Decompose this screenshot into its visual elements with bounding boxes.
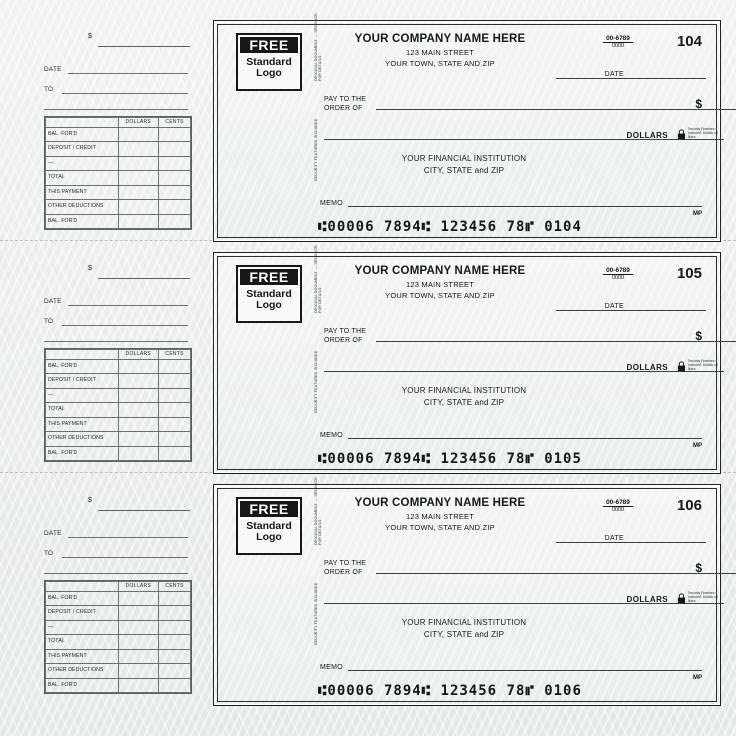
company-name: YOUR COMPANY NAME HERE [354,497,526,509]
bank-city-state-zip: CITY, STATE and ZIP [423,398,505,407]
bank-name: YOUR FINANCIAL INSTITUTION [401,386,527,395]
stub-row-label: BAL. FOR'D [46,128,119,142]
logo-standard-label: Standard [246,288,292,300]
company-city-state-zip: YOUR TOWN, STATE AND ZIP [385,59,495,68]
logo-standard-label: Standard [246,56,292,68]
stub-ledger-table [44,116,192,230]
bank-name: YOUR FINANCIAL INSTITUTION [401,154,527,163]
routing-fraction [586,499,650,513]
company-city-state-zip: YOUR TOWN, STATE AND ZIP [385,291,495,300]
table-row [46,128,191,142]
payee-line[interactable] [376,109,736,110]
stub-row-label: OTHER DEDUCTIONS [46,200,119,214]
dollars-label: DOLLARS [626,363,668,372]
check-number: 106 [676,497,702,514]
stub-row-label: — [46,388,119,402]
stub-col-cents: CENTS [159,118,191,128]
date-line[interactable] [556,78,706,79]
logo-standard-label: Standard [246,520,292,532]
bank-block [344,386,584,407]
stub-amount-line[interactable] [98,268,190,279]
routing-fraction [586,35,650,49]
stub-amount-line[interactable] [98,36,190,47]
stub-ledger-table [44,580,192,694]
stub-dollar-sign: $ [88,497,92,504]
routing-fraction [586,267,650,281]
pay-to-the-label: PAY TO THE [324,560,367,567]
side-security-text: ORIGINAL DOCUMENT — SEE BACK FOR DETAILS [314,245,322,313]
stub-row-label: THIS PAYMENT [46,417,119,431]
check-row [0,477,736,712]
amount-dollar-sign: $ [695,329,702,343]
date-line[interactable] [556,310,706,311]
stub-row-label: — [46,620,119,634]
logo-logo-label: Logo [256,531,282,543]
logo-placeholder [236,33,302,91]
stub-col-cents: CENTS [159,350,191,360]
table-row [46,649,191,663]
table-row [46,214,191,228]
logo-free-label: FREE [240,501,298,517]
bank-city-state-zip: CITY, STATE and ZIP [423,630,505,639]
company-name: YOUR COMPANY NAME HERE [354,33,526,45]
stub-dollar-sign: $ [88,265,92,272]
stub-row-label: BAL. FOR'D [46,214,119,228]
stub-row-label: BAL. FOR'D [46,678,119,692]
stub-to-line-2[interactable] [44,108,188,110]
bank-block [344,618,584,639]
logo-free-label: FREE [240,37,298,53]
stub-row-label: BAL. FOR'D [46,592,119,606]
memo-label: MEMO [320,664,343,671]
check-stub [42,492,202,697]
stub-row-label: — [46,156,119,170]
table-row [46,678,191,692]
table-row [46,374,191,388]
stub-row-label: TOTAL [46,403,119,417]
table-row [46,360,191,374]
stub-date-line[interactable] [68,536,188,538]
pay-to-the-order-of-label [324,95,366,113]
logo-placeholder [236,497,302,555]
order-of-label: ORDER OF [324,337,363,344]
stub-date-line[interactable] [68,72,188,74]
stub-to-label: TO [44,550,54,557]
dollars-label: DOLLARS [626,131,668,140]
micr-line: ⑆00006 7894⑆ 123456 78⑈ 0106 [318,683,582,699]
stub-date-label: DATE [44,66,62,73]
side-security-text-2: SECURITY FEATURES INCLUDED [314,350,318,413]
micr-line: ⑆00006 7894⑆ 123456 78⑈ 0105 [318,451,582,467]
stub-to-label: TO [44,318,54,325]
amount-dollar-sign: $ [695,97,702,111]
fraction-bottom: 0000 [611,43,625,49]
order-of-label: ORDER OF [324,105,363,112]
stub-row-label: BAL. FOR'D [46,446,119,460]
micr-line: ⑆00006 7894⑆ 123456 78⑈ 0104 [318,219,582,235]
stub-row-label: DEPOSIT / CREDIT [46,142,119,156]
fraction-top: 00-6789 [603,499,633,507]
check-row [0,245,736,480]
company-block [310,33,570,68]
check-body [213,13,721,242]
fraction-bottom: 0000 [611,275,625,281]
table-row [46,606,191,620]
table-row [46,635,191,649]
stub-row-label: TOTAL [46,171,119,185]
stub-to-line[interactable] [62,556,188,558]
stub-date-label: DATE [44,298,62,305]
company-block [310,497,570,532]
signature-line[interactable] [526,206,702,207]
table-row [46,200,191,214]
security-features-note: Security Features Included. Details on Back [688,591,718,604]
table-row [46,620,191,634]
stub-row-label: DEPOSIT / CREDIT [46,374,119,388]
memo-label: MEMO [320,200,343,207]
memo-label: MEMO [320,432,343,439]
lock-icon [677,361,686,372]
pay-to-the-order-of-label [324,327,366,345]
stub-row-label: BAL. FOR'D [46,360,119,374]
pay-to-the-label: PAY TO THE [324,96,367,103]
date-label: DATE [604,71,624,78]
side-security-text-2: SECURITY FEATURES INCLUDED [314,582,318,645]
company-city-state-zip: YOUR TOWN, STATE AND ZIP [385,523,495,532]
table-row [46,432,191,446]
stub-ledger-table [44,348,192,462]
mp-security-mark: MP [693,443,702,449]
pay-to-the-label: PAY TO THE [324,328,367,335]
lock-icon [677,593,686,604]
table-row [46,171,191,185]
stub-row-label: TOTAL [46,635,119,649]
check-body [213,245,721,474]
payee-line[interactable] [376,341,736,342]
table-row [46,142,191,156]
date-label: DATE [604,303,624,310]
stub-dollar-sign: $ [88,33,92,40]
company-block [310,265,570,300]
date-line[interactable] [556,542,706,543]
stub-date-line[interactable] [68,304,188,306]
stub-to-line[interactable] [62,324,188,326]
fraction-top: 00-6789 [603,267,633,275]
signature-line[interactable] [526,438,702,439]
side-security-text: ORIGINAL DOCUMENT — SEE BACK FOR DETAILS [314,477,322,545]
stub-row-label: THIS PAYMENT [46,185,119,199]
company-address: 123 MAIN STREET [405,48,475,57]
stub-row-label: OTHER DEDUCTIONS [46,664,119,678]
check-row [0,13,736,248]
security-features-note: Security Features Included. Details on Back [688,359,718,372]
amount-dollar-sign: $ [695,561,702,575]
table-row [46,417,191,431]
mp-security-mark: MP [693,211,702,217]
logo-free-label: FREE [240,269,298,285]
check-body [213,477,721,706]
stub-row-label: OTHER DEDUCTIONS [46,432,119,446]
date-label: DATE [604,535,624,542]
logo-placeholder [236,265,302,323]
stub-col-dollars: DOLLARS [118,350,159,360]
bank-name: YOUR FINANCIAL INSTITUTION [401,618,527,627]
order-of-label: ORDER OF [324,569,363,576]
side-security-text: ORIGINAL DOCUMENT — SEE BACK FOR DETAILS [314,13,322,81]
signature-line[interactable] [526,670,702,671]
pay-to-the-order-of-label [324,559,366,577]
check-number: 104 [676,33,702,50]
table-row [46,156,191,170]
table-row [46,185,191,199]
stub-col-cents: CENTS [159,582,191,592]
check-stub [42,260,202,465]
table-row [46,664,191,678]
fraction-top: 00-6789 [603,35,633,43]
stub-to-line-2[interactable] [44,572,188,574]
stub-date-label: DATE [44,530,62,537]
dollars-label: DOLLARS [626,595,668,604]
mp-security-mark: MP [693,675,702,681]
table-row [46,446,191,460]
payee-line[interactable] [376,573,736,574]
check-number: 105 [676,265,702,282]
table-row [46,403,191,417]
fraction-bottom: 0000 [611,507,625,513]
logo-logo-label: Logo [256,67,282,79]
company-address: 123 MAIN STREET [405,280,475,289]
side-security-text-2: SECURITY FEATURES INCLUDED [314,118,318,181]
stub-col-dollars: DOLLARS [118,118,159,128]
company-name: YOUR COMPANY NAME HERE [354,265,526,277]
table-row [46,388,191,402]
security-features-note: Security Features Included. Details on Back [688,127,718,140]
logo-logo-label: Logo [256,299,282,311]
stub-col-dollars: DOLLARS [118,582,159,592]
stub-to-line[interactable] [62,92,188,94]
stub-to-label: TO [44,86,54,93]
lock-icon [677,129,686,140]
stub-amount-line[interactable] [98,500,190,511]
stub-row-label: DEPOSIT / CREDIT [46,606,119,620]
bank-block [344,154,584,175]
company-address: 123 MAIN STREET [405,512,475,521]
bank-city-state-zip: CITY, STATE and ZIP [423,166,505,175]
table-row [46,592,191,606]
check-stub [42,28,202,233]
stub-row-label: THIS PAYMENT [46,649,119,663]
stub-to-line-2[interactable] [44,340,188,342]
